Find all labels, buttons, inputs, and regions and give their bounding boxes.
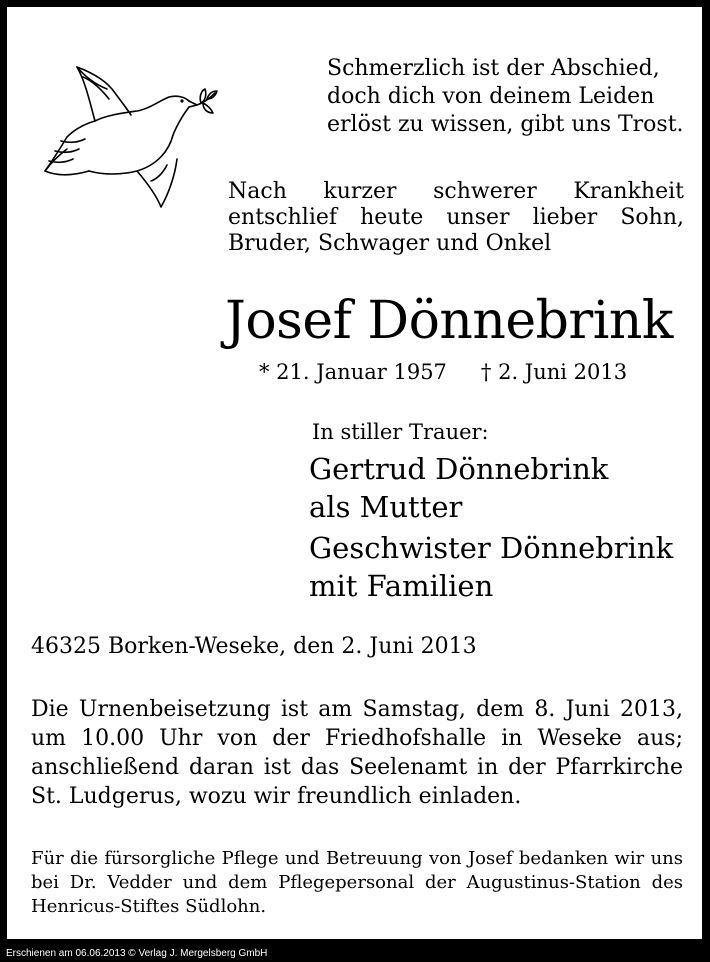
motto-line: doch dich von deinem Leiden bbox=[327, 84, 655, 109]
death-date: † 2. Juni 2013 bbox=[480, 360, 628, 384]
mourners-label: In stiller Trauer: bbox=[312, 420, 489, 444]
mourner-relation: mit Familien bbox=[309, 569, 494, 603]
dove-with-olive-branch-icon bbox=[37, 59, 219, 209]
funeral-details: Die Urnenbeisetzung ist am Samstag, dem 8. Juni 2013, um 10.00 Uhr von der Friedhofshalle in Weseke aus; anschließend daran ist das Seelenamt in der Pfarrkirche St. Ludgerus, wozu wir freundlich einladen. bbox=[31, 697, 683, 809]
mourner-group bbox=[309, 450, 608, 526]
mourner-name: Geschwister Dönnebrink bbox=[309, 531, 674, 565]
place-and-date: 46325 Borken-Weseke, den 2. Juni 2013 bbox=[31, 634, 477, 659]
motto-line: Schmerzlich ist der Abschied, bbox=[327, 56, 660, 81]
thanks-note: Für die fürsorgliche Pflege und Betreuung von Josef bedanken wir uns bei Dr. Vedder und dem Pflegepersonal der Augustinus-Station des Henricus-Stiftes Südlohn. bbox=[31, 848, 683, 917]
mourner-group bbox=[309, 529, 673, 605]
motto-verse bbox=[327, 55, 684, 139]
publication-footer: Erschienen am 06.06.2013 © Verlag J. Mergelsberg GmbH bbox=[6, 948, 268, 959]
mourner-relation: als Mutter bbox=[309, 490, 463, 524]
life-dates bbox=[259, 359, 627, 385]
intro-text: Nach kurzer schwerer Krankheit entschlief heute unser lieber Sohn, Bruder, Schwager und Onkel bbox=[228, 179, 684, 256]
motto-line: erlöst zu wissen, gibt uns Trost. bbox=[327, 112, 684, 137]
deceased-name: Josef Dönnebrink bbox=[225, 291, 673, 351]
obituary-notice bbox=[7, 7, 702, 939]
mourner-name: Gertrud Dönnebrink bbox=[309, 452, 609, 486]
birth-date: * 21. Januar 1957 bbox=[259, 360, 447, 384]
